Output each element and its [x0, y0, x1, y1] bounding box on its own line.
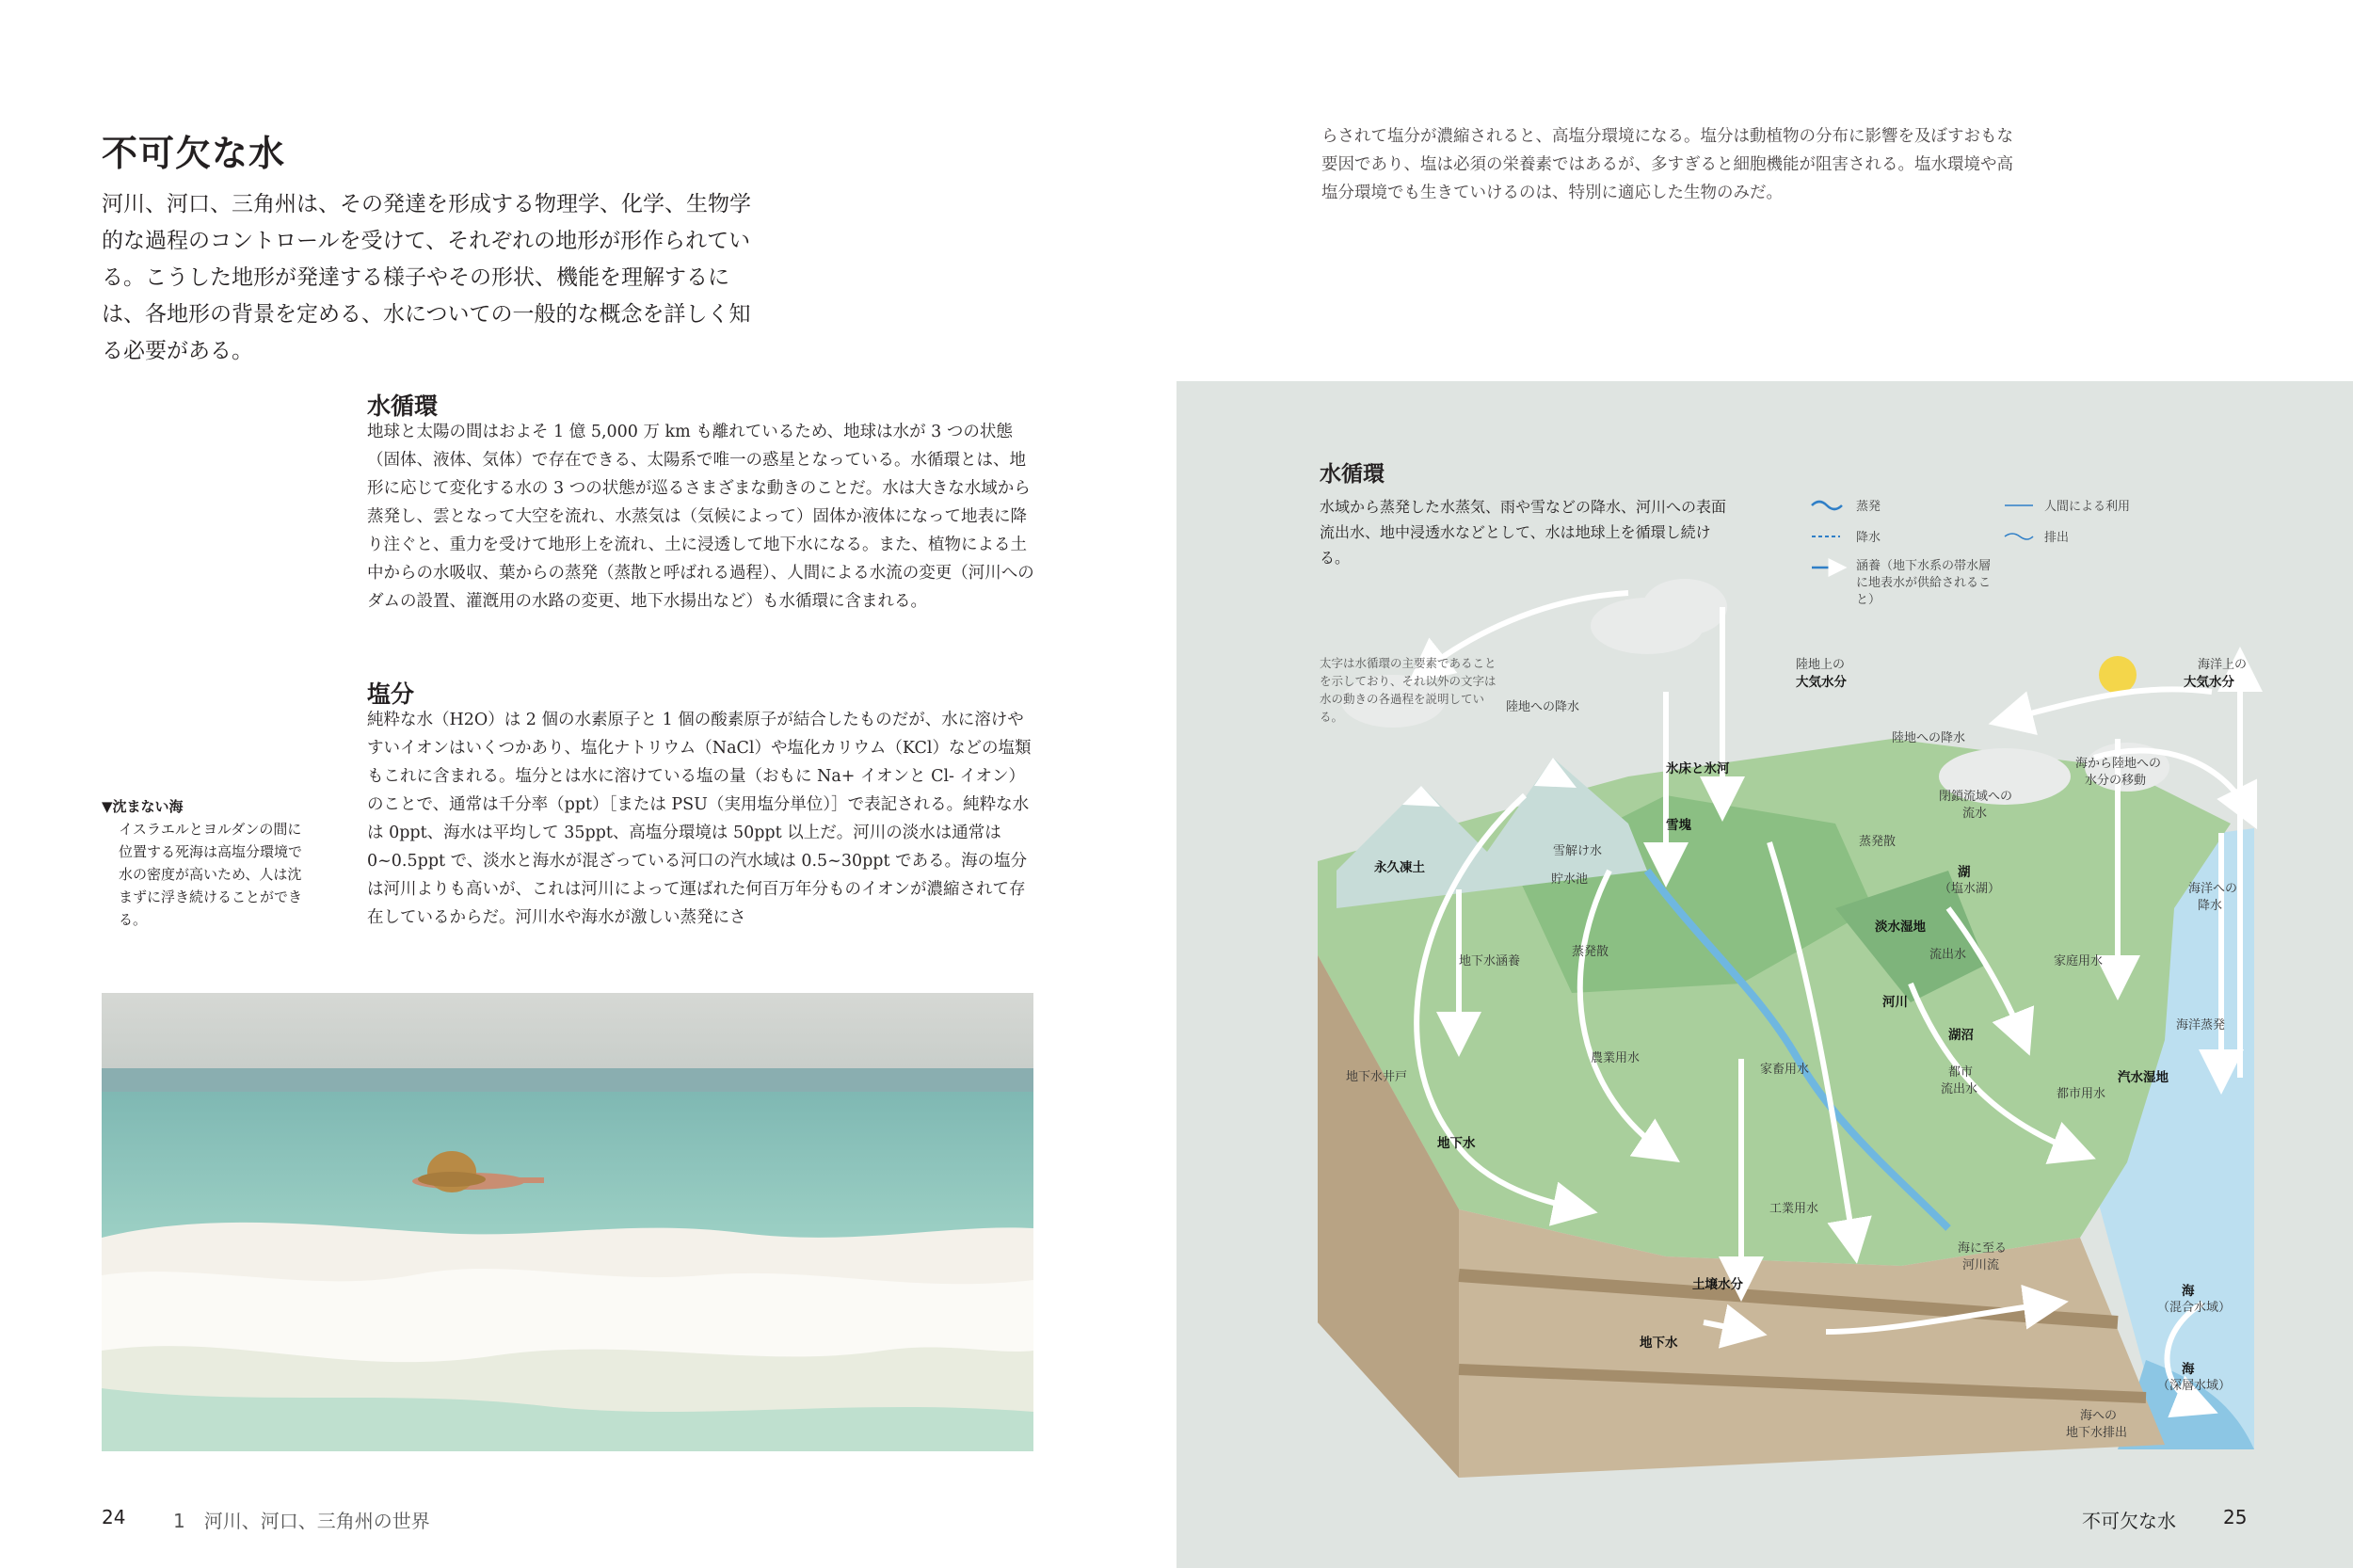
dead-sea-illustration — [102, 993, 1033, 1451]
running-head-left: 1 河川、河口、三角州の世界 — [173, 1510, 430, 1532]
label-ocean-precip-a: 海洋への — [2188, 882, 2238, 896]
label-precip-land2: 陸地への降水 — [1892, 731, 1966, 745]
label-ocean-to-land-b: 水分の移動 — [2085, 774, 2147, 788]
continued-paragraph: らされて塩分が濃縮されると、高塩分環境になる。塩分は動植物の分布に影響を及ぼすおもな要因であり、塩は必須の栄養素ではあるが、多すぎると細胞機能が阻害される。塩水環境や高塩分環境でも生きていけるのは、特別に適応した生物のみだ。 — [1321, 127, 2013, 202]
label-salt-lake: （塩水湖） — [1939, 882, 2001, 896]
legend-discharge: 排出 — [2044, 531, 2070, 545]
section-body-water-cycle: 地球と太陽の間はおよそ 1 億 5,000 万 km も離れているため、地球は水が 3 つの状態（固体、液体、気体）で存在できる、太陽系で唯一の惑星となっている。水循環とは、地形に応じて変化する水の 3 つの状態が巡るさまざまな動きのことだ。水は大きな水域から蒸発し、雲となって大空を流れ、水蒸気は（気候によって）固体か液体になって地表に降り注ぐと、重力を受けて地形上を流れ、土に浸透して地下水になる。また、植物による土中からの水吸収、葉からの蒸発（蒸散と呼ばれる過程）、人間による水流の変更（河川へのダムの設置、灌漑用の水路の変更、地下水揚出など）も水循環に含まれる。 — [367, 423, 1034, 611]
label-groundwater: 地下水 — [1437, 1136, 1476, 1151]
page-title: 不可欠な水 — [102, 133, 286, 174]
discharge-legend-icon — [2005, 534, 2033, 539]
legend-human-use: 人間による利用 — [2044, 500, 2131, 514]
diagram-description: 水域から蒸発した水蒸気、雨や雪などの降水、河川への表面流出水、地中浸透水などとして、水は地球上を循環し続ける。 — [1320, 498, 1727, 567]
label-sgd-b: 地下水排出 — [2066, 1426, 2128, 1440]
label-atm-ocean-b: 大気水分 — [2184, 675, 2234, 690]
legend-precipitation: 降水 — [1856, 531, 1881, 545]
running-head-right: 不可欠な水 — [2082, 1510, 2176, 1532]
label-atm-land-a: 陸地上の — [1796, 658, 1846, 672]
section-body-salinity: 純粋な水（H2O）は 2 個の水素原子と 1 個の酸素原子が結合したものだが、水に溶けやすいイオンはいくつかあり、塩化ナトリウム（NaCl）や塩化カリウム（KCl）などの塩類もこれに含まれる。塩分とは水に溶けている塩の量（おもに Na+ イオンと Cl- イオン）のことで、通常は千分率（ppt）［または PSU（実用塩分単位）］で表記される。純粋な水は 0ppt、海水は平均して 35ppt、高塩分環境は 50ppt 以上だ。河川の淡水は通常は 0~0.5ppt で、淡水と海水が混ざっている河口の汽水域は 0.5~30ppt である。海の塩分は河川よりも高いが、これは河川によって運ばれた何百万年分ものイオンが濃縮されて存在しているからだ。河川水や海水が激しい蒸発にさ — [367, 711, 1032, 927]
label-ocean-mixed-b: （混合水域） — [2157, 1301, 2232, 1315]
label-soil-moisture: 土壌水分 — [1692, 1277, 1743, 1292]
label-ocean-mixed-a: 海 — [2182, 1284, 2195, 1299]
label-atm-land-b: 大気水分 — [1796, 675, 1847, 690]
label-closed-basin-b: 流水 — [1962, 807, 1988, 821]
label-ocean-to-land-a: 海から陸地への — [2075, 757, 2162, 771]
diagram-title: 水循環 — [1320, 462, 1385, 487]
label-agri: 農業用水 — [1591, 1051, 1641, 1065]
label-fw-wetland: 淡水湿地 — [1875, 920, 1926, 935]
label-ocean-precip-b: 降水 — [2198, 899, 2223, 913]
label-snowpack: 雪塊 — [1666, 818, 1691, 833]
label-ocean-evap: 海洋蒸発 — [2176, 1018, 2226, 1032]
dead-sea-photo — [102, 993, 1033, 1451]
label-permafrost: 永久凍土 — [1374, 860, 1425, 875]
label-urban-runoff-a: 都市 — [1948, 1065, 1974, 1080]
label-domestic: 家庭用水 — [2054, 954, 2104, 968]
evaporation-legend-icon — [1812, 502, 1842, 509]
section-heading-salinity: 塩分 — [367, 680, 415, 708]
label-sgd-a: 海への — [2080, 1409, 2118, 1423]
label-closed-basin-a: 閉鎖流域への — [1939, 790, 2013, 804]
legend-recharge: 涵養（地下水系の帯水層に地表水が供給されること） — [1856, 559, 1992, 607]
label-well: 地下水井戸 — [1346, 1070, 1408, 1084]
label-runoff: 流出水 — [1929, 948, 1967, 962]
caption-body: イスラエルとヨルダンの間に位置する死海は高塩分環境で水の密度が高いため、人は沈まずに浮き続けることができる。 — [119, 821, 303, 928]
sun-icon — [2099, 656, 2137, 694]
section-heading-water-cycle: 水循環 — [367, 392, 439, 420]
label-municipal: 都市用水 — [2057, 1087, 2106, 1101]
label-river: 河川 — [1882, 995, 1908, 1010]
label-ocean-deep-a: 海 — [2182, 1362, 2195, 1377]
label-lake: 湖 — [1958, 865, 1971, 880]
label-lakes-marsh: 湖沼 — [1948, 1028, 1974, 1043]
label-groundwater2: 地下水 — [1640, 1336, 1678, 1351]
label-reservoir: 貯水池 — [1551, 872, 1589, 887]
label-precip-land: 陸地への降水 — [1506, 700, 1580, 714]
label-industrial: 工業用水 — [1769, 1202, 1819, 1216]
label-atm-ocean-a: 海洋上の — [2198, 658, 2248, 672]
label-urban-runoff-b: 流出水 — [1941, 1082, 1978, 1096]
label-transpiration2: 蒸発散 — [1859, 835, 1897, 849]
diagram-note: 太字は水循環の主要素であることを示しており、それ以外の文字は水の動きの各過程を説明している。 — [1320, 656, 1497, 724]
caption-heading: ▼沈まない海 — [102, 798, 184, 815]
label-streamflow-a: 海に至る — [1958, 1241, 2008, 1256]
water-cycle-diagram-panel — [1176, 381, 2353, 1568]
label-icefield: 氷床と氷河 — [1666, 761, 1730, 776]
label-gw-recharge: 地下水涵養 — [1459, 954, 1521, 968]
label-livestock: 家畜用水 — [1760, 1063, 1810, 1077]
page-number-left: 24 — [102, 1506, 126, 1528]
photo-caption — [102, 795, 304, 931]
legend-evaporation: 蒸発 — [1856, 500, 1881, 514]
label-ocean-deep-b: （深層水域） — [2157, 1379, 2232, 1393]
intro-paragraph: 河川、河口、三角州は、その発達を形成する物理学、化学、生物学的な過程のコントロールを受けて、それぞれの地形が形作られている。こうした地形が発達する様子やその形状、機能を理解するには、各地形の背景を定める、水についての一般的な概念を詳しく知る必要がある。 — [102, 192, 751, 363]
label-streamflow-b: 河川流 — [1962, 1258, 2000, 1272]
label-transpiration: 蒸発散 — [1572, 945, 1609, 959]
label-snowmelt: 雪解け水 — [1553, 844, 1603, 858]
label-sw-wetland: 汽水湿地 — [2118, 1070, 2169, 1085]
page-number-right: 25 — [2223, 1506, 2248, 1528]
